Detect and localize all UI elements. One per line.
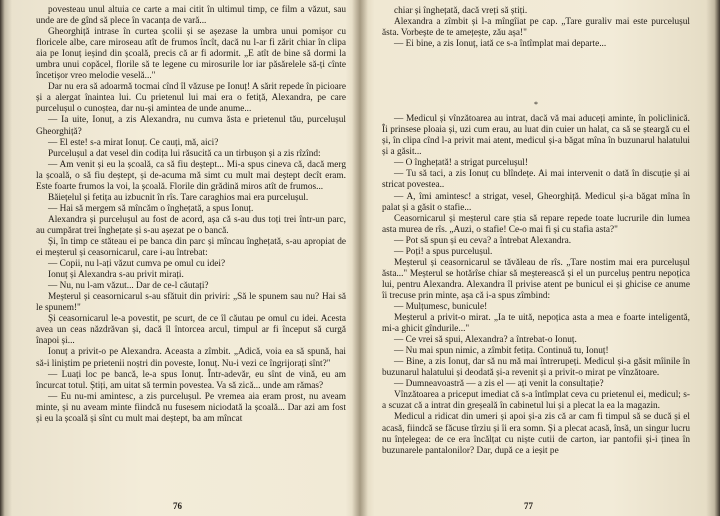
paragraph: Ceasornicarul și meșterul care știa să repare repede toate lucrurile din lumea asta murea de rîs. „Auzi, o stafie! Ce-o mai fi și cu stafia asta?" — [382, 213, 690, 235]
right-page-text-top — [382, 6, 690, 50]
paragraph: Ionuț a privit-o pe Alexandra. Aceasta a zîmbit. „Adică, voia ea să spună, hai să-i liniștim pe prietenii noștri din poveste, Ionuț. Nu-i vezi ce îngrijorați sînt?" — [36, 347, 346, 369]
left-page — [0, 0, 356, 516]
paragraph: — Bine, a zis Ionuț, dar să nu mă mai întrerupeți. Medicul și-a găsit mîinile în buzunarul halatului și deodată și-a revenit și a privit-o mirat pe vînzătoare. — [382, 357, 690, 379]
paragraph: — Ce vrei să spui, Alexandra? a întrebat-o Ionuț. — [394, 335, 577, 346]
paragraph: — El este! s-a mirat Ionuț. Ce cauți, mă, aici? — [48, 137, 219, 148]
paragraph: — Poți! a spus purcelușul. — [394, 246, 493, 257]
paragraph: — Am venit și eu la școală, ca să fiu deștept... Mi-a spus cineva că, dacă merg la școală, o să fiu deștept, și de-acuma mă simt cu mult mai deștept decît eram. Este foarte frumos la voi, la școală. Florile din grădină miros atît de frumos... — [36, 159, 346, 192]
section-gap — [382, 50, 690, 96]
paragraph: — Copii, nu l-ați văzut cumva pe omul cu idei? — [48, 259, 226, 270]
paragraph: Dar nu era să adoarmă tocmai cînd îl văzuse pe Ionuț! A sărit repede în picioare și a alergat înaintea lui. Cu prietenul lui mai era o fetiță, Alexandra, pe care purcelușul o cunoștea, dar nu-și amintea de unde anume... — [36, 82, 346, 115]
paragraph: chiar și înghețată, dacă vreți să știți. — [394, 6, 528, 16]
paragraph: Și, în timp ce stăteau ei pe banca din parc și mîncau înghețată, s-au apropiat de ei meșterul și ceasornicarul, care i-au întrebat: — [36, 236, 346, 259]
paragraph: Meșterul și ceasornicarul s-au sfătuit din priviri: „Să le spunem sau nu? Hai să le spunem!" — [36, 292, 346, 314]
paragraph: Vînzătoarea a priceput imediat că s-a întîmplat ceva cu prietenul ei, medicul; s-a scuzat că a intrat din greșeală în cabinetul lui și a plecat la ea la magazin. — [382, 390, 690, 412]
paragraph: povesteau unul altuia ce carte a mai citit în ultimul timp, ce film a văzut, sau unde are de gînd să plece în vacanța de vară... — [36, 5, 346, 27]
paragraph: Gheorghiță intrase în curtea școlii și se așezase la umbra unui pomișor cu floricele albe, care miroseau atît de frumos încît, dacă nu l-ar fi zărit chiar în clipa aia pe Ionuț ieșind din școală, precis că ar fi adormit. „E atît de bine să dormi la umbra unui copăcel, florile să te legene cu mirosurile lor iar păsărelele să-ți cînte încetișor vreo melodie veselă..." — [36, 27, 346, 82]
paragraph: — Medicul și vînzătoarea au intrat, dacă vă mai aduceți aminte, în policlinică. Îi prinsese ploaia și, uzi cum erau, au luat din cuier un halat, ca să se șteargă cu el și, în clipa cînd l-a privit mai atent, medicul și-a băgat mîna în buzunarul halatului și a găsit... — [382, 114, 690, 158]
paragraph: Meșterul și ceasornicarul se tăvăleau de rîs. „Tare nostim mai era purcelușul ăsta..." Meșterul se hotărîse chiar să meșterească și el un purceluș pentru nepoțica lui, pentru Alexandra. Alexandra îl privise atent pe bunicul ei și ghicise ce anume îi trecuse prin minte, așa că i-a spus zîmbind: — [382, 257, 690, 301]
paragraph: — Luați loc pe bancă, le-a spus Ionuț. Într-adevăr, eu sînt de vină, eu am încurcat totul. Știți, am uitat să termin povestea. Va să zică... unde am rămas? — [36, 369, 346, 391]
paragraph: Și ceasornicarul le-a povestit, pe scurt, de ce îl căutau pe omul cu idei. Acesta avea un ceas năzdrăvan și, dacă îl întorcea arcul, timpul ar fi început să curgă înapoi și... — [36, 314, 346, 347]
paragraph: Purcelușul a dat vesel din codița lui răsucită ca un tirbușon și a zis rîzînd: — [48, 148, 321, 159]
left-page-number: 76 — [173, 501, 182, 511]
paragraph: — O înghețată! a strigat purcelușul! — [394, 158, 528, 169]
right-page-text-bottom — [382, 114, 690, 456]
paragraph: — Mulțumesc, bunicule! — [394, 301, 488, 312]
paragraph: — Eu nu-mi amintesc, a zis purcelușul. Pe vremea aia eram prost, nu aveam minte, și nu aveam minte fiindcă nu fusesem niciodată la școală... Dar azi am fost și eu la școală și sînt cu mult mai deștept, ba am mîncat — [36, 391, 346, 424]
paragraph: — Hai să mergem să mîncăm o înghețată, a spus Ionuț. — [48, 203, 254, 214]
right-page — [364, 0, 720, 516]
right-page-number: 77 — [524, 501, 533, 511]
paragraph: — Tu să taci, a zis Ionuț cu blîndețe. Ai mai intervenit o dată în discuție și ai stricat povestea.. — [382, 169, 690, 191]
paragraph: — Nu, nu l-am văzut... Dar de ce-l căutați? — [48, 281, 209, 292]
paragraph: Meșterul a privit-o mirat. „Ia te uită, nepoțica asta a mea e foarte inteligentă, mi-a ghicit gîndurile..." — [382, 313, 690, 335]
paragraph: Ionuț și Alexandra s-au privit mirați. — [48, 270, 184, 281]
paragraph: — Ia uite, Ionuț, a zis Alexandra, nu cumva ăsta e prietenul tău, purcelușul Gheorghiță? — [36, 115, 346, 137]
paragraph: Medicul a ridicat din umeri și apoi și-a zis că ar cam fi timpul să se ducă și el acasă, fiindcă se făcuse tîrziu și îi era somn. Și a plecat acasă, însă, un singur lucru nu înțelegea: de ce era încălțat cu niște cutii de carton, iar pantofii și-i ținea în buzunarele pantalonilor? Dar, după ce a ieșit pe — [382, 412, 690, 456]
left-page-text — [36, 5, 346, 425]
paragraph: — A, îmi amintesc! a strigat, vesel, Gheorghiță. Medicul și-a băgat mîna în palat și a găsit o stafie... — [382, 191, 690, 213]
paragraph: — Nu mai spun nimic, a zîmbit fetița. Continuă tu, Ionuț! — [394, 346, 609, 357]
paragraph: — Ei bine, a zis Ionuț, iată ce s-a întîmplat mai departe... — [394, 39, 607, 50]
paragraph: — Dumneavoastră — a zis el — ați venit la consultație? — [394, 379, 604, 390]
right-edge-shadow — [706, 0, 720, 516]
paragraph: Alexandra a zîmbit și l-a mîngîiat pe cap. „Tare guraliv mai este purcelușul ăsta. Vorbește de te amețește, zău așa!" — [382, 17, 690, 39]
paragraph: Alexandra și purcelușul au fost de acord, așa că s-au dus toți trei într-un parc, au cumpărat trei înghețate și s-au așezat pe o bancă. — [36, 214, 346, 236]
paragraph: Băiețelul și fetița au izbucnit în rîs. Tare caraghios mai era purcelușul. — [48, 192, 309, 203]
section-separator: * — [534, 100, 538, 110]
paragraph: — Pot să spun și eu ceva? a întrebat Alexandra. — [394, 235, 572, 246]
